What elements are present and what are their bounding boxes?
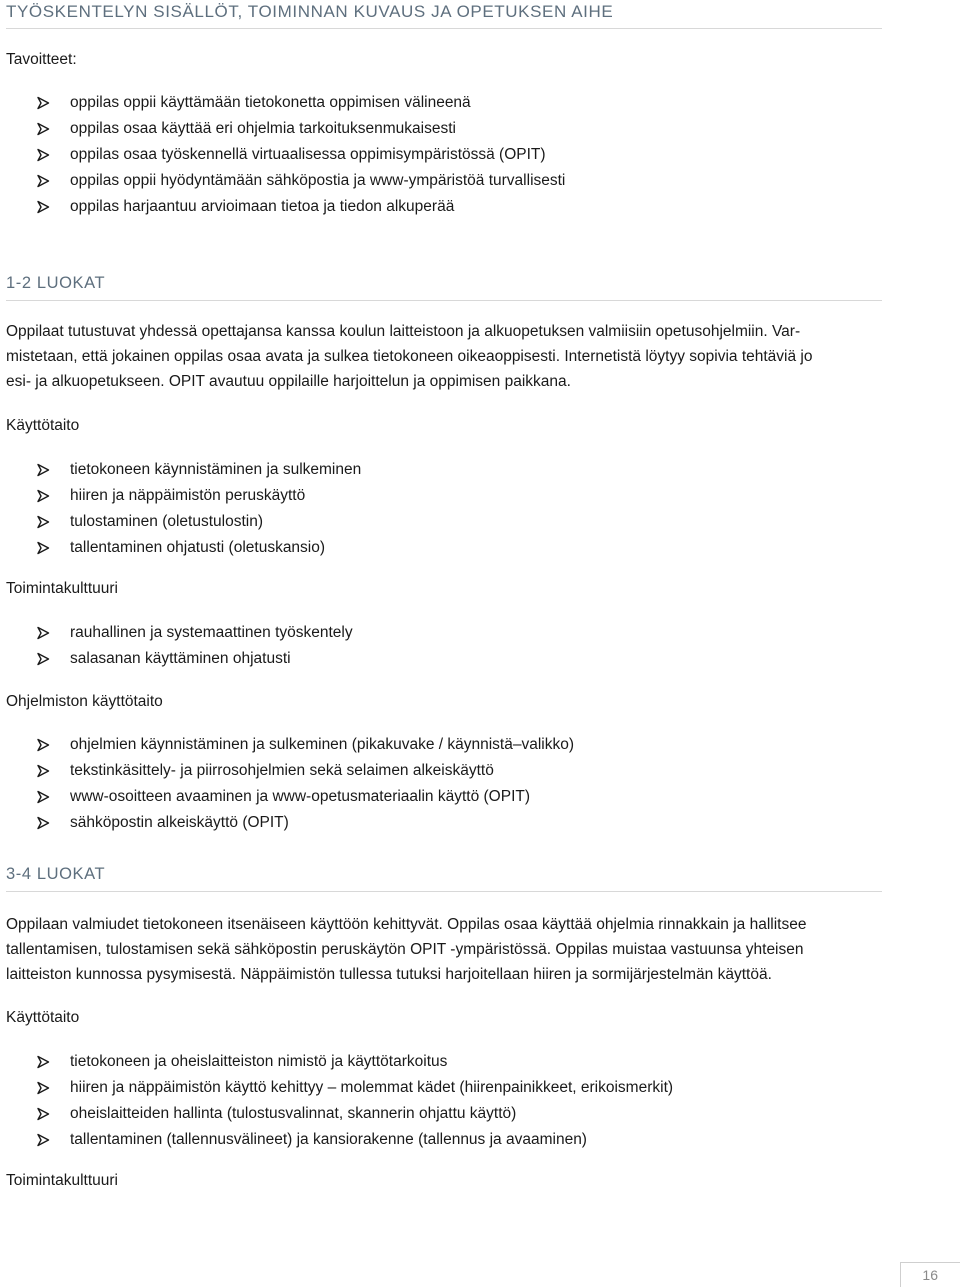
arrow-bullet-icon xyxy=(36,174,50,188)
arrow-bullet-icon xyxy=(36,790,50,804)
arrow-bullet-icon xyxy=(36,1081,50,1095)
list-item xyxy=(6,1052,673,1078)
list-item xyxy=(6,1104,673,1130)
list-item xyxy=(6,486,361,512)
section-heading-1-2: 1-2 LUOKAT xyxy=(6,274,882,301)
list-item-text: www-osoitteen avaaminen ja www-opetusmateriaalin käyttö (OPIT) xyxy=(70,788,531,805)
paragraph-line: mistetaan, että jokainen oppilas osaa avata ja sulkea tietokoneen oikeaoppisesti. Internetistä löytyy sopivia tehtäviä jo xyxy=(6,348,813,365)
list-item-text: tallentaminen ohjatusti (oletuskansio) xyxy=(70,539,326,556)
arrow-bullet-icon xyxy=(36,96,50,110)
kayttotaito-label-1: Käyttötaito xyxy=(6,417,80,434)
list-item-text: salasanan käyttäminen ohjatusti xyxy=(70,650,291,667)
section2-paragraph xyxy=(6,912,882,987)
list-item-text: sähköpostin alkeiskäyttö (OPIT) xyxy=(70,814,289,831)
section-heading-3-4: 3-4 LUOKAT xyxy=(6,865,882,892)
list-item-text: oppilas oppii käyttämään tietokonetta oppimisen välineenä xyxy=(70,94,471,111)
list-item xyxy=(6,171,565,197)
list-item xyxy=(6,623,353,649)
list-item xyxy=(6,813,574,839)
paragraph-line: Oppilaat tutustuvat yhdessä opettajansa kanssa koulun laitteistoon ja alkuopetuksen valmiisiin opetusohjelmiin. Var- xyxy=(6,323,801,340)
list-item xyxy=(6,787,574,813)
page-title: TYÖSKENTELYN SISÄLLÖT, TOIMINNAN KUVAUS JA OPETUKSEN AIHE xyxy=(6,2,882,29)
list-item xyxy=(6,145,565,171)
section1-paragraph xyxy=(6,319,882,394)
list-item-text: oppilas osaa työskennellä virtuaalisessa oppimisympäristössä (OPIT) xyxy=(70,146,546,163)
toimintakulttuuri-label-1: Toimintakulttuuri xyxy=(6,580,118,597)
paragraph-line: esi- ja alkuopetukseen. OPIT avautuu oppilaille harjoittelun ja oppimisen paikkana. xyxy=(6,373,571,390)
kayttotaito-list-2 xyxy=(6,1052,673,1156)
ohjelmisto-list xyxy=(6,735,574,839)
list-item-text: hiiren ja näppäimistön käyttö kehittyy – molemmat kädet (hiirenpainikkeet, erikoismerkit) xyxy=(70,1079,674,1096)
arrow-bullet-icon xyxy=(36,1107,50,1121)
arrow-bullet-icon xyxy=(36,489,50,503)
arrow-bullet-icon xyxy=(36,148,50,162)
arrow-bullet-icon xyxy=(36,652,50,666)
list-item-text: hiiren ja näppäimistön peruskäyttö xyxy=(70,487,306,504)
arrow-bullet-icon xyxy=(36,122,50,136)
list-item-text: oppilas harjaantuu arvioimaan tietoa ja tiedon alkuperää xyxy=(70,198,455,215)
list-item xyxy=(6,735,574,761)
list-item-text: rauhallinen ja systemaattinen työskentely xyxy=(70,624,353,641)
list-item xyxy=(6,761,574,787)
goals-label: Tavoitteet: xyxy=(6,51,77,68)
list-item xyxy=(6,119,565,145)
list-item-text: oppilas osaa käyttää eri ohjelmia tarkoituksenmukaisesti xyxy=(70,120,456,137)
kayttotaito-label-2: Käyttötaito xyxy=(6,1009,80,1026)
arrow-bullet-icon xyxy=(36,816,50,830)
arrow-bullet-icon xyxy=(36,764,50,778)
list-item xyxy=(6,93,565,119)
ohjelmisto-label: Ohjelmiston käyttötaito xyxy=(6,693,163,710)
paragraph-line: laitteiston kunnossa pysymisestä. Näppäimistön tullessa tutuksi harjoitellaan hiiren ja sormijärjestelmän käyttöä. xyxy=(6,966,772,983)
list-item xyxy=(6,649,353,675)
arrow-bullet-icon xyxy=(36,515,50,529)
toimintakulttuuri-label-2: Toimintakulttuuri xyxy=(6,1172,118,1189)
arrow-bullet-icon xyxy=(36,1055,50,1069)
list-item xyxy=(6,460,361,486)
page-number: 16 xyxy=(900,1262,960,1287)
list-item xyxy=(6,1078,673,1104)
goals-list xyxy=(6,93,565,223)
list-item xyxy=(6,197,565,223)
arrow-bullet-icon xyxy=(36,463,50,477)
list-item xyxy=(6,512,361,538)
list-item xyxy=(6,538,361,564)
list-item xyxy=(6,1130,673,1156)
list-item-text: tekstinkäsittely- ja piirrosohjelmien sekä selaimen alkeiskäyttö xyxy=(70,762,494,779)
arrow-bullet-icon xyxy=(36,1133,50,1147)
arrow-bullet-icon xyxy=(36,200,50,214)
arrow-bullet-icon xyxy=(36,626,50,640)
list-item-text: oheislaitteiden hallinta (tulostusvalinnat, skannerin ohjattu käyttö) xyxy=(70,1105,517,1122)
paragraph-line: Oppilaan valmiudet tietokoneen itsenäiseen käyttöön kehittyvät. Oppilas osaa käyttää ohjelmia rinnakkain ja hallitsee xyxy=(6,916,807,933)
list-item-text: tietokoneen ja oheislaitteiston nimistö ja käyttötarkoitus xyxy=(70,1053,448,1070)
kayttotaito-list-1 xyxy=(6,460,361,564)
paragraph-line: tallentamisen, tulostamisen sekä sähköpostin peruskäytön OPIT -ympäristössä. Oppilas muistaa vastuunsa yhteisen xyxy=(6,941,804,958)
list-item-text: ohjelmien käynnistäminen ja sulkeminen (pikakuvake / käynnistä–valikko) xyxy=(70,736,574,753)
arrow-bullet-icon xyxy=(36,541,50,555)
list-item-text: oppilas oppii hyödyntämään sähköpostia ja www-ympäristöä turvallisesti xyxy=(70,172,566,189)
list-item-text: tallentaminen (tallennusvälineet) ja kansiorakenne (tallennus ja avaaminen) xyxy=(70,1131,587,1148)
toimintakulttuuri-list-1 xyxy=(6,623,353,675)
list-item-text: tulostaminen (oletustulostin) xyxy=(70,513,263,530)
arrow-bullet-icon xyxy=(36,738,50,752)
list-item-text: tietokoneen käynnistäminen ja sulkeminen xyxy=(70,461,362,478)
